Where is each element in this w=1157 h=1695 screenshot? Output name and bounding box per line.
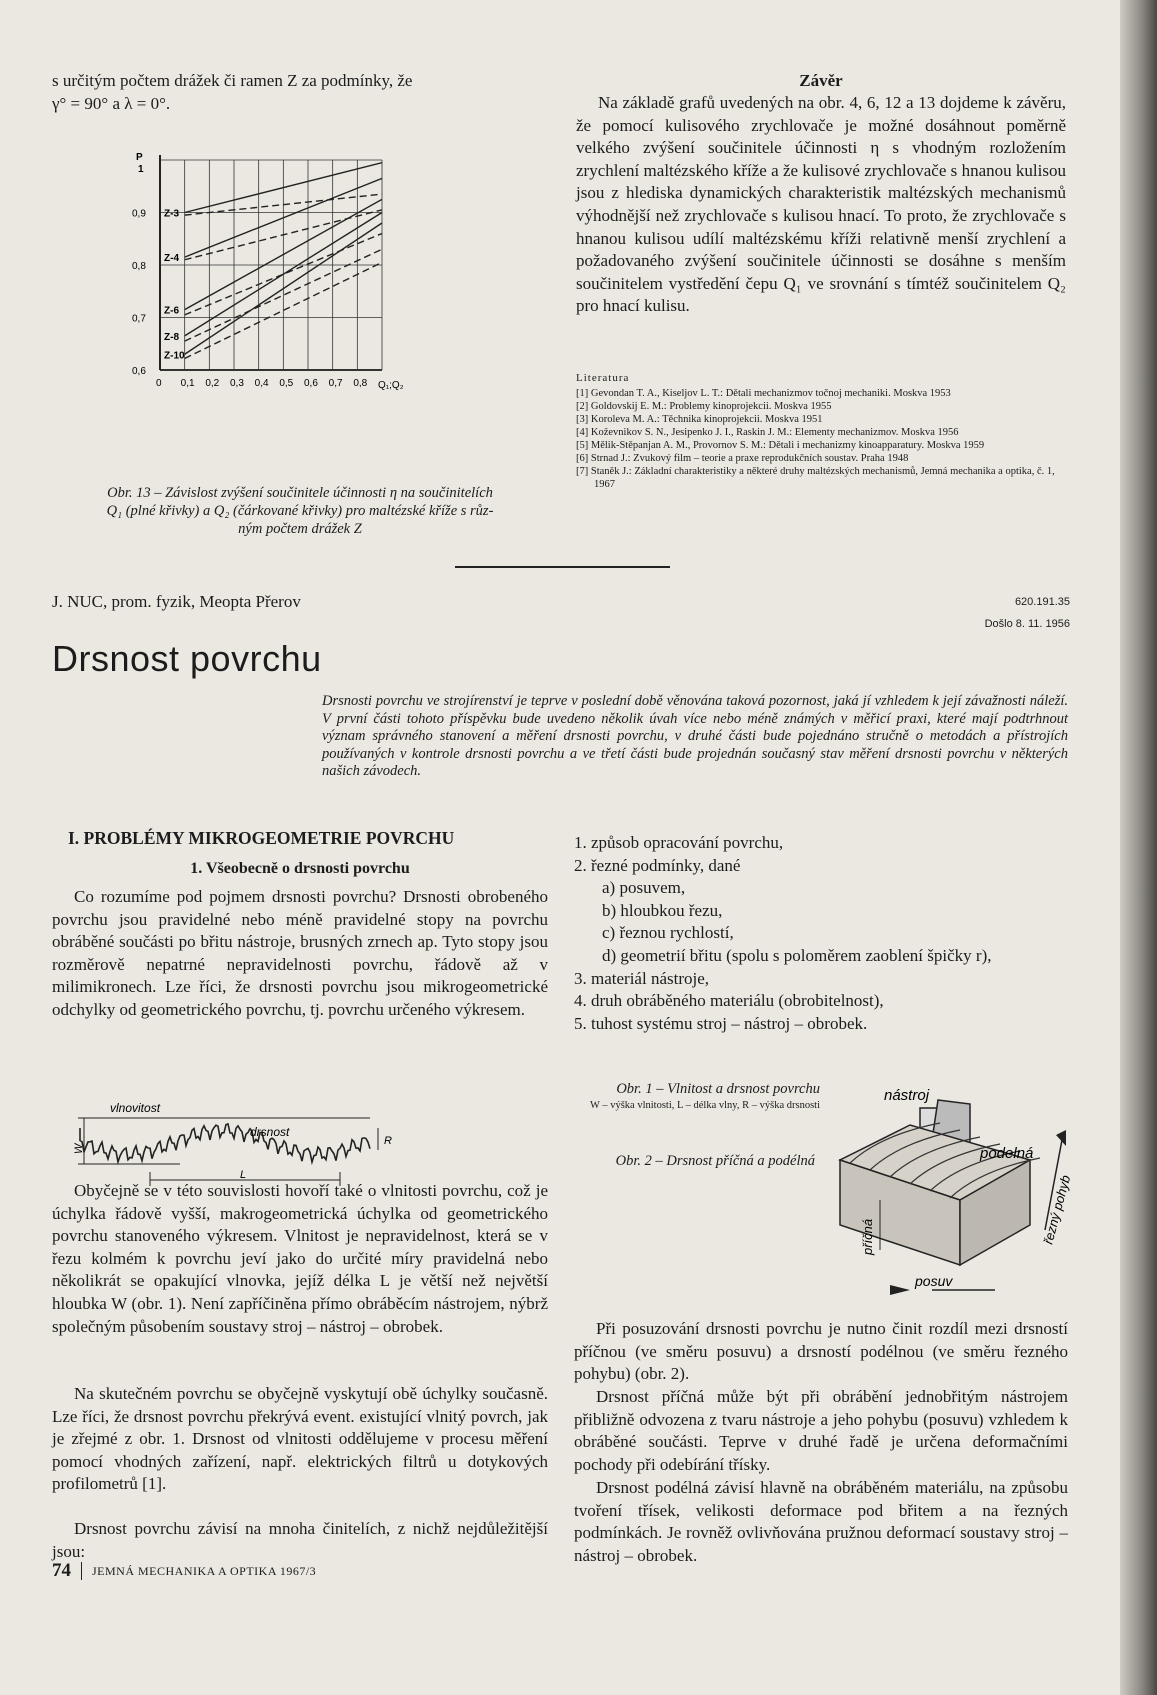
x-tick-label: 0,3 [230, 378, 244, 389]
paragraph-3: Na skutečném povrchu se obyčejně vyskytují obě úchylky současně. Lze říci, že drsnost povrchu překrývá event. existující vlnitý povrch, jak je zřejmé z obr. 1. Drsnost od vlnitosti oddělujeme v procesu měření pomocí vhodných zařízení, např. elektrických filtrů u dotykových profilometrů [1]. [52, 1384, 548, 1494]
literatura-heading: Literatura [576, 372, 630, 384]
reference-item: [6] Strnad J.: Zvukový film – teorie a praxe reprodukčních soustav. Praha 1948 [576, 453, 909, 464]
factor-item: a) posuvem, [602, 878, 686, 898]
literatura-section [576, 372, 1066, 491]
label-drsnost: drsnost [250, 1125, 290, 1139]
fig2-drawing [820, 1080, 1085, 1300]
label-pricna: příčná [860, 1218, 875, 1255]
curve-label: Z-4 [164, 253, 179, 265]
x-tick-label: 0 [156, 378, 162, 389]
page-footer [52, 1560, 316, 1582]
reference-item: [1] Gevondan T. A., Kiseljov L. T.: Dětali mechanizmov točnoj mechaniki. Moskva 1953 [576, 388, 951, 399]
zaver-heading: Závěr [799, 71, 843, 90]
subsection-heading: 1. Všeobecně o drsnosti povrchu [190, 860, 410, 877]
fig1-legend: W – výška vlnitosti, L – délka vlny, R – výška drsnosti [589, 1100, 820, 1111]
factor-item: 5. tuhost systému stroj – nástroj – obrobek. [574, 1013, 868, 1033]
curve-label: Z-3 [164, 208, 179, 220]
divider [455, 566, 670, 568]
page-edge-shadow [1120, 0, 1157, 1695]
paragraph-7: Drsnost podélná závisí hlavně na obráběném materiálu, na způsobu tvoření třísek, velikosti deformace pod břitem a na řezných podmínkách. Je rovněž ovlivňována pružnou deformací soustavy stroj – nástroj – obrobek. [574, 1478, 1068, 1565]
x-tick-label: 0,8 [353, 378, 368, 389]
chart-grid [160, 155, 382, 370]
label-r: R [384, 1135, 392, 1147]
paragraph-1: Co rozumíme pod pojmem drsnosti povrchu? Drsnosti obrobeného povrchu jsou pravidelné nebo méně pravidelné stopy na povrchu obráběné součásti po břitu nástroje, brusných zrnech ap. Tyto stopy jsou rozměrově nepatrné nepravidelnosti povrchu, řádově až v milimikronech. Lze říci, že drsnosti povrchu jsou mikrogeometrické odchylky od geometrického povrchu, tj. povrchu určeného výkresem. [52, 887, 548, 1019]
udc-code: 620.191.35 [1014, 596, 1070, 608]
factor-item: c) řeznou rychlostí, [602, 923, 734, 943]
reference-item: [7] Staněk J.: Základní charakteristiky a některé druhy maltézských mechanismů, Jemná mechanika a optika, č. 1, 1967 [576, 466, 1055, 490]
x-tick-label: 0,6 [304, 378, 318, 389]
abstract: Drsnosti povrchu ve strojírenství je teprve v poslední době věnována taková pozornost, jaká jí vzhledem k její závažnosti náleží. V první části tohoto příspěvku bude uvedeno několik úvah více nebo méně známých v měřicí praxi, které mají podtrhnout význam správného stanovení a měření drsnosti povrchu, v druhé části bude pojednáno stručně o metodách a přístrojích používaných v kontrole drsnosti povrchu a ve třetí části bude projednán současný stav měření drsnosti povrchu v některých našich závodech. [322, 693, 1068, 780]
x-tick-label: 0,2 [205, 378, 220, 389]
zaver-text: Na základě grafů uvedených na obr. 4, 6, 12 a 13 dojdeme k závěru, že pomocí kulisového zrychlovače je možné dosáhnout poměrně velkého zvýšení součinitele účinnosti η s vhodným rozložením zrychlení maltézského kříže a že kulisové zrychlovače s hnanou kulisou jsou z hlediska dynamických charakteristik maltézských mechanismů výhodnější než zrychlovače s kulisou hnací. To proto, že zrychlovače s hnanou kulisou udílí maltézskému kříži relativně menší zrychlení a požadovaného zvýšení součinitele účinnosti se dosáhne s menším součinitelem vystředění čepu Q₁ ve srovnání s tímtéž součinitelem Q₂ pro hnací kulisu. [576, 93, 1066, 316]
fig1-caption: Obr. 1 – Vlnitost a drsnost povrchu [616, 1081, 820, 1097]
y-tick-label: 0,8 [132, 261, 146, 272]
x-tick-label: 0,4 [254, 378, 269, 389]
fig13-caption-line1: Obr. 13 – Závislost zvýšení součinitele účinnosti η na součinitelích [107, 485, 493, 501]
curve-label: Z-10 [164, 350, 185, 362]
y-axis-label: P [136, 152, 143, 163]
curve-label: Z-8 [164, 331, 179, 343]
curve-label: Z-6 [164, 305, 179, 317]
factor-item: 3. materiál nástroje, [574, 968, 710, 988]
footer-divider [81, 1562, 82, 1580]
y-tick-label: 0,7 [132, 313, 146, 325]
label-nastroj: nástroj [884, 1087, 930, 1104]
fig13-caption-line2: Q₁ (plné křivky) a Q₂ (čárkované křivky) pro maltézské kříže s růz- [106, 503, 494, 519]
posuv-arrowhead [890, 1285, 910, 1295]
section-heading: I. PROBLÉMY MIKROGEOMETRIE POVRCHU [68, 828, 455, 848]
reference-item: [3] Koroleva M. A.: Těchnika kinoprojekcii. Moskva 1951 [576, 414, 823, 425]
factor-item: b) hloubkou řezu, [602, 900, 723, 920]
left-top-text [52, 70, 548, 115]
factor-item: 4. druh obráběného materiálu (obrobitelnost), [574, 991, 884, 1011]
reference-item: [5] Mělik-Stěpanjan A. M., Provornov S. M.: Dětali i mechanizmy kinoapparatury. Moskva 1959 [576, 440, 985, 451]
fig13-chart [120, 150, 420, 435]
fig13-caption [52, 484, 548, 538]
fig1-profile [70, 1092, 390, 1192]
reference-list [576, 387, 1066, 491]
reference-item: [4] Koževnikov S. N., Jesipenko J. I., Raskin J. M.: Elementy mechanizmov. Moskva 1956 [576, 427, 959, 438]
surface-profile [80, 1124, 370, 1162]
factor-item: 1. způsob opracování povrchu, [574, 833, 784, 852]
received-date: Došlo 8. 11. 1956 [984, 618, 1070, 630]
paragraph-2: Obyčejně se v této souvislosti hovoří také o vlnitosti povrchu, což je úchylka řádově vyšší, makrogeometrická úchylka od geometrického povrchu stanoveného výkresem. Vlnitost je nepravidelnost, která se v řezu kolmém k povrchu jeví jako do určité míry pravidelná nebo několikrát se opakující vlnovka, jejíž délka L je větší než největší hloubka W (obr. 1). Není zapříčiněna přímo obráběcím nástrojem, nýbrž společným působením soustavy stroj – nástroj – obrobek. [52, 1181, 548, 1336]
article-title: Drsnost povrchu [52, 638, 322, 679]
x-tick-label: 0,1 [180, 378, 195, 389]
factor-item: 2. řezné podmínky, dané [574, 855, 741, 875]
x-axis-label: Q₁;Q₂ [378, 380, 404, 391]
left-top-line1: s určitým počtem drážek či ramen Z za podmínky, že [52, 71, 413, 90]
label-pohyb: řezný pohyb [1040, 1173, 1074, 1246]
journal-name: JEMNÁ MECHANIKA A OPTIKA 1967/3 [92, 1563, 317, 1578]
y-tick-label: 0,9 [132, 208, 146, 220]
factor-item: d) geometrií břitu (spolu s poloměrem zaoblení špičky r), [602, 945, 992, 965]
factor-list [574, 832, 1068, 1035]
page-number: 74 [52, 1560, 71, 1581]
y-top-label: 1 [138, 164, 144, 175]
x-tick-label: 0,7 [328, 378, 343, 389]
y-tick-label: 0,6 [132, 366, 146, 377]
fig2-caption: Obr. 2 – Drsnost příčná a podélná [615, 1153, 815, 1169]
paragraph-4: Drsnost povrchu závisí na mnoha činitelích, z nichž nejdůležitější jsou: [52, 1519, 548, 1561]
author-line: J. NUC, prom. fyzik, Meopta Přerov [52, 592, 301, 611]
zaver-section [576, 70, 1066, 318]
label-w: W [73, 1143, 85, 1154]
label-l: L [240, 1169, 247, 1181]
fig13-caption-line3: ným počtem drážek Z [238, 521, 362, 537]
reference-item: [2] Goldovskij E. M.: Problemy kinoprojekcii. Moskva 1955 [576, 401, 832, 412]
x-tick-label: 0,5 [279, 378, 294, 389]
paragraph-5: Při posuzování drsnosti povrchu je nutno činit rozdíl mezi drsností příčnou (ve směru posuvu) a drsností podélnou (ve směru řezného pohybu) (obr. 2). [574, 1319, 1068, 1384]
label-podelna: podelná [980, 1145, 1034, 1162]
left-top-line2: γ° = 90° a λ = 0°. [52, 93, 171, 113]
paragraph-6: Drsnost příčná může být při obrábění jednobřitým nástrojem přibližně odvozena z tvaru nástroje a jeho pohybu (posuvu) vzhledem k obráběné součásti. Teprve v druhé řadě je určena deformačními pochody při odebírání třísky. [574, 1387, 1068, 1474]
label-posuv: posuv [915, 1273, 953, 1289]
label-vlnitost: vlnovitost [110, 1101, 161, 1115]
